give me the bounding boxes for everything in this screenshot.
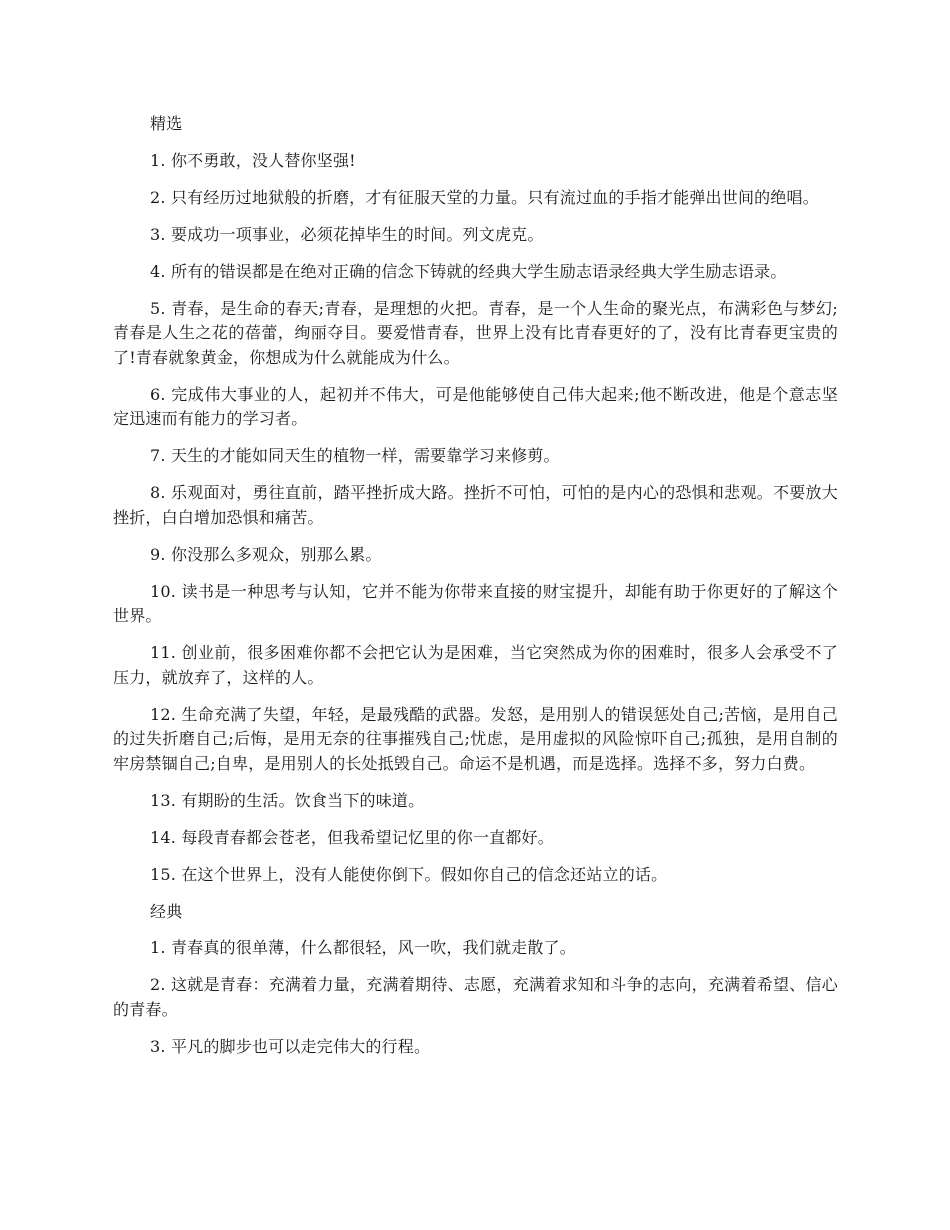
quote-paragraph: 1. 你不勇敢，没人替你坚强! (150, 150, 356, 170)
quote-paragraph: 6. 完成伟大事业的人，起初并不伟大，可是他能够使自己伟大起来;他不断改进，他是个意志坚定迅速而有能力的学习者。 (113, 384, 838, 428)
quote-paragraph: 14. 每段青春都会苍老，但我希望记忆里的你一直都好。 (150, 827, 554, 847)
quote-paragraph: 2. 这就是青春：充满着力量，充满着期待、志愿，充满着求知和斗争的志向，充满着希望、信心的青春。 (113, 975, 838, 1019)
quote-paragraph: 5. 青春，是生命的春天;青春，是理想的火把。青春，是一个人生命的聚光点，布满彩色与梦幻;青春是人生之花的蓓蕾，绚丽夺目。要爱惜青春，世界上没有比青春更好的了，没有比青春更宝贵的了!青春就象黄金，你想成为什么就能成为什么。 (113, 298, 838, 367)
section-heading-jingdian: 经典 (150, 901, 183, 921)
quote-paragraph: 4. 所有的错误都是在绝对正确的信念下铸就的经典大学生励志语录经典大学生励志语录。 (150, 261, 787, 281)
document-page (113, 112, 838, 1072)
quote-paragraph: 7. 天生的才能如同天生的植物一样，需要靠学习来修剪。 (150, 446, 560, 465)
quote-paragraph: 1. 青春真的很单薄，什么都很轻，风一吹，我们就走散了。 (150, 938, 576, 957)
quote-paragraph: 15. 在这个世界上，没有人能使你倒下。假如你自己的信念还站立的话。 (150, 864, 668, 884)
quote-paragraph: 12. 生命充满了失望，年轻，是最残酷的武器。发怒，是用别人的错误惩处自己;苦恼，是用自己的过失折磨自己;后悔，是用无奈的往事摧残自己;忧虑，是用虚拟的风险惊吓自己;孤独，是用自制的牢房禁锢自己;自卑，是用别人的长处抵毁自己。命运不是机遇，而是选择。选择不多，努力白费。 (113, 704, 838, 773)
quote-paragraph: 10. 读书是一种思考与认知，它并不能为你带来直接的财宝提升，却能有助于你更好的了解这个世界。 (113, 581, 838, 625)
section-heading-jingxuan: 精选 (150, 114, 183, 133)
quote-paragraph: 3. 要成功一项事业，必须花掉毕生的时间。列文虎克。 (150, 224, 544, 244)
quote-paragraph: 8. 乐观面对，勇往直前，踏平挫折成大路。挫折不可怕，可怕的是内心的恐惧和悲观。不要放大挫折，白白增加恐惧和痛苦。 (113, 483, 838, 527)
quote-paragraph: 2. 只有经历过地狱般的折磨，才有征服天堂的力量。只有流过血的手指才能弹出世间的绝唱。 (150, 187, 819, 207)
quote-paragraph: 13. 有期盼的生活。饮食当下的味道。 (150, 790, 425, 810)
quote-paragraph: 11. 创业前，很多困难你都不会把它认为是困难，当它突然成为你的困难时，很多人会承受不了压力，就放弃了，这样的人。 (113, 643, 838, 687)
quote-paragraph: 9. 你没那么多观众，别那么累。 (150, 544, 382, 564)
quote-paragraph: 3. 平凡的脚步也可以走完伟大的行程。 (150, 1036, 431, 1056)
